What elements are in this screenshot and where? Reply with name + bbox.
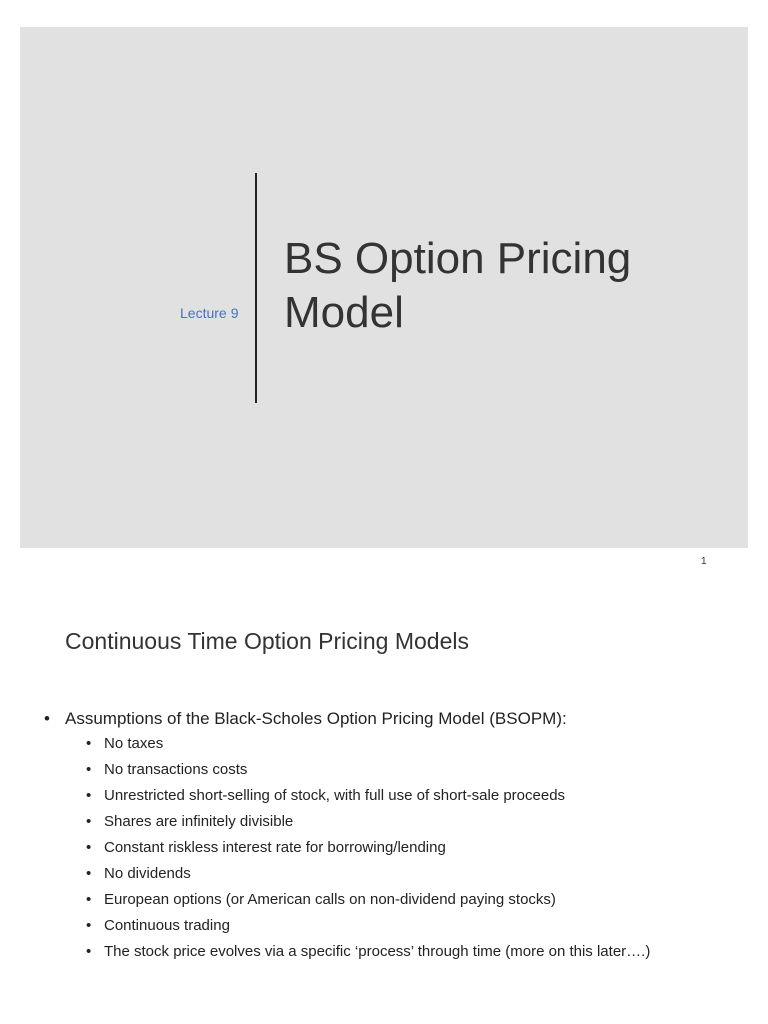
list-item: • No transactions costs	[86, 760, 734, 779]
list-item: • European options (or American calls on non-dividend paying stocks)	[86, 890, 734, 909]
list-item: • Shares are infinitely divisible	[86, 812, 734, 831]
list-item: • Constant riskless interest rate for borrowing/lending	[86, 838, 734, 857]
lecture-number: 9	[230, 305, 239, 321]
list-item: • No dividends	[86, 864, 734, 883]
content-slide-title: Continuous Time Option Pricing Models	[65, 628, 469, 654]
lecture-text: Lecture	[180, 305, 227, 321]
list-item: • No taxes	[86, 734, 734, 753]
slide-title: BS Option Pricing Model	[284, 234, 632, 337]
title-slide	[20, 27, 748, 548]
main-bullet	[44, 707, 734, 961]
list-item: • Unrestricted short-selling of stock, with full use of short-sale proceeds	[86, 786, 734, 805]
sub-bullet-list	[65, 734, 734, 961]
main-bullet-text: Assumptions of the Black-Scholes Option Pricing Model (BSOPM):	[65, 709, 567, 728]
assumptions-list	[44, 707, 734, 968]
lecture-label	[180, 305, 239, 321]
page-number: 1	[701, 556, 707, 567]
list-item: • Continuous trading	[86, 916, 734, 935]
title-divider	[255, 173, 257, 403]
list-item: • The stock price evolves via a specific ‘process’ through time (more on this later….)	[86, 942, 734, 961]
